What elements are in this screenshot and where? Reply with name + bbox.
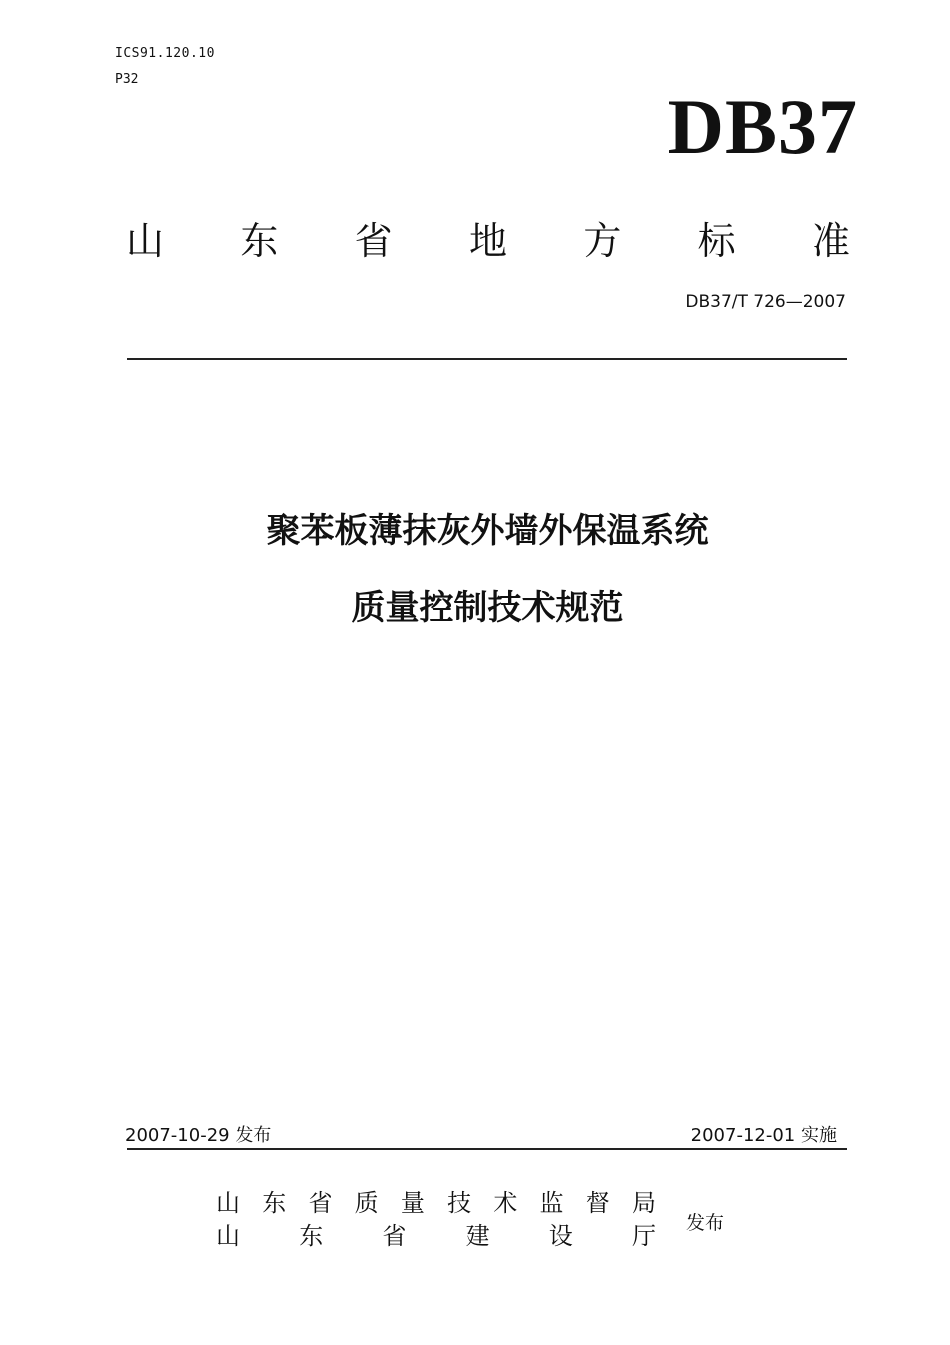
standard-number: DB37/T 726—2007 (685, 292, 846, 312)
standard-type-char: 方 (583, 219, 622, 263)
publisher-char: 设 (548, 1222, 573, 1250)
publisher-char: 术 (493, 1189, 518, 1217)
standard-type-heading (126, 219, 850, 263)
publisher-char: 省 (382, 1222, 407, 1250)
ccs-code: P32 (115, 72, 139, 87)
publisher-char: 质 (354, 1189, 379, 1217)
standard-logo: DB37 (667, 83, 858, 170)
bottom-divider (127, 1148, 847, 1150)
publisher-char: 厅 (631, 1222, 656, 1250)
ics-code: ICS91.120.10 (115, 46, 215, 61)
publisher-org-1 (216, 1191, 656, 1215)
publisher-char: 技 (447, 1189, 472, 1217)
standard-type-char: 省 (354, 219, 393, 263)
publisher-char: 督 (585, 1189, 610, 1217)
implementation-date: 2007-12-01 实施 (690, 1125, 837, 1146)
publisher-char: 局 (631, 1189, 656, 1217)
document-title-line2: 质量控制技术规范 (351, 588, 624, 628)
publisher-char: 山 (216, 1222, 240, 1250)
publisher-char: 量 (400, 1189, 425, 1217)
publisher-char: 东 (299, 1222, 324, 1250)
standard-type-char: 山 (126, 219, 165, 263)
top-divider (127, 358, 847, 360)
standard-type-char: 准 (811, 219, 850, 263)
standard-type-char: 东 (240, 219, 279, 263)
publisher-char: 建 (465, 1222, 490, 1250)
publisher-char: 省 (308, 1189, 333, 1217)
standard-type-char: 标 (697, 219, 736, 263)
publisher-char: 监 (539, 1189, 564, 1217)
standard-type-char: 地 (468, 219, 507, 263)
publisher-char: 东 (262, 1189, 287, 1217)
issue-date: 2007-10-29 发布 (125, 1125, 272, 1146)
document-title-line1: 聚苯板薄抹灰外墙外保温系统 (266, 511, 709, 551)
publisher-org-2 (216, 1224, 656, 1248)
publisher-char: 山 (216, 1189, 240, 1217)
publish-label: 发布 (686, 1212, 725, 1234)
